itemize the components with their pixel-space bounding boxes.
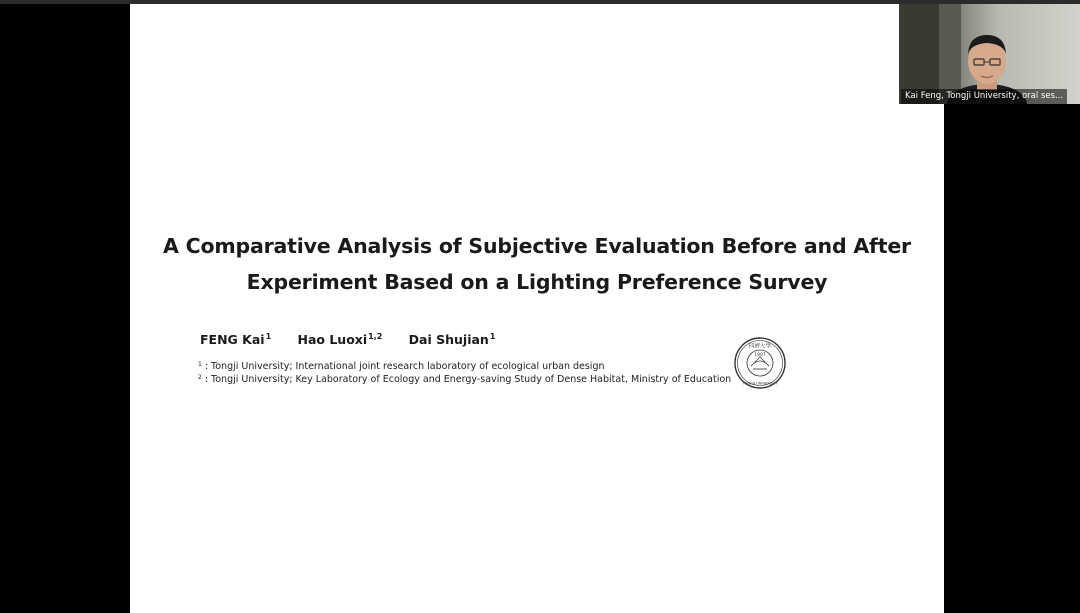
author-1: FENG Kai$^1$ <box>200 332 272 347</box>
participant-name-label: Kai Feng, Tongji University, oral ses... <box>901 89 1067 104</box>
svg-text:同濟大學: 同濟大學 <box>748 343 772 350</box>
university-seal-icon <box>733 336 787 390</box>
slide-title-line-2: Experiment Based on a Lighting Preference Survey <box>246 270 828 294</box>
participant-video-tile[interactable] <box>899 4 1080 104</box>
affiliation-1: $^1$ : Tongji University; International joint research laboratory of ecological urban design <box>198 361 605 372</box>
svg-text:TONGJI UNIVERSITY: TONGJI UNIVERSITY <box>742 381 778 386</box>
affiliation-2: $^2$ : Tongji University; Key Laboratory of Ecology and Energy-saving Study of Dense Habitat, Ministry of Education <box>198 374 732 385</box>
author-3: Dai Shujian$^1$ <box>408 332 496 347</box>
slide-title <box>130 228 944 300</box>
author-list <box>200 332 517 350</box>
shared-slide <box>130 4 944 613</box>
author-2: Hao Luoxi$^{1,2}$ <box>297 332 383 347</box>
svg-text:1907: 1907 <box>754 353 766 358</box>
slide-title-line-1: A Comparative Analysis of Subjective Evaluation Before and After <box>163 234 911 258</box>
affiliation-list <box>198 359 731 385</box>
